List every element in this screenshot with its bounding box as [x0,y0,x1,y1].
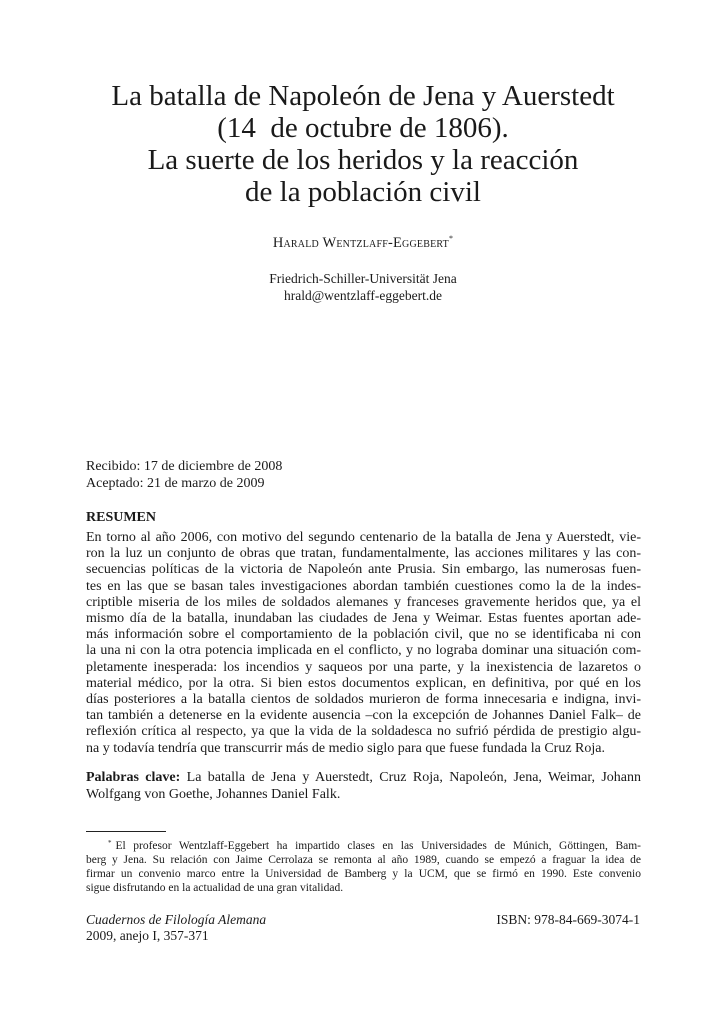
title-line: La suerte de los heridos y la reacción [147,144,579,176]
footnote-line: firmar un convenio marco entre la Universidad de Bamberg y la UCM, que se firmó en 1990. Este convenio [86,868,641,880]
accepted-date: Aceptado: 21 de marzo de 2009 [86,475,265,491]
journal-name: Cuadernos de Filología Alemana [86,912,267,927]
author-footnote-marker[interactable]: * [448,234,454,243]
abstract-line: mismo día de la batalla, inundaban las ciudades de Jena y Weimar. Estas fuentes aportan ade- [86,611,641,627]
footnote-line: sigue disfrutando en la actualidad de una gran vitalidad. [86,882,344,894]
author-line [0,234,726,252]
abstract-line: secuencias políticas de la victoria de Napoleón ante Prusia. Sin embargo, las numerosas fuen- [86,562,641,578]
keywords-block [86,770,641,803]
abstract-line: días posteriores a la batalla cientos de soldados murieron de forma innecesaria e indigna, invi- [86,692,641,708]
isbn: ISBN: 978-84-669-3074-1 [496,912,640,927]
abstract-line: tes en las que se basan tales investigaciones abordan también cuestiones como la de la indes- [86,578,641,594]
abstract-body [86,530,641,757]
article-title [60,80,666,208]
title-line: (14 de octubre de 1806). [217,112,509,144]
footnote [86,836,641,895]
received-date: Recibido: 17 de diciembre de 2008 [86,459,283,474]
abstract-line: reflexión crítica al respecto, ya que la vida de la soldadesca no sufrió pérdida de prestigio algu- [86,724,641,740]
footnote-marker: * [108,839,112,847]
submission-dates [86,459,282,492]
title-line: La batalla de Napoleón de Jena y Auerstedt [111,80,615,112]
keywords-text: La batalla de Jena y Auerstedt, Cruz Roja, Napoleón, Jena, Weimar, Johann [180,770,642,785]
abstract-line: na y todavía tendría que transcurrir más de medio siglo para que fuese fundada la Cruz Roja. [86,740,605,756]
keywords-line [86,770,641,787]
keywords-label: Palabras clave: [86,770,181,785]
title-line: de la población civil [245,176,481,208]
abstract-line: más información sobre el comportamiento de la población civil, que no se identificaba ni con [86,627,641,643]
abstract-line: tan también a detenerse en la evidente ausencia –con la excepción de Johannes Daniel Falk– de [86,708,641,724]
footnote-divider [86,831,166,832]
footnote-line [86,836,641,853]
abstract-line: material médico, por la otra. Si bien estos documentos explican, en definitiva, por qué en los [86,675,641,691]
abstract-line: pletamente inesperada: los incendios y saqueos por una parte, y la inexistencia de lazaretos o [86,659,641,675]
author-name: Harald Wentzlaff-Eggebert [272,235,449,251]
author-email[interactable]: hrald@wentzlaff-eggebert.de [284,288,442,303]
author-affiliation-block [0,270,726,304]
abstract-line: En torno al año 2006, con motivo del segundo centenario de la batalla de Jena y Auerstedt, vie- [86,530,641,545]
keywords-line: Wolfgang von Goethe, Johannes Daniel Falk. [86,786,341,802]
abstract-line: ron la luz un conjunto de obras que tratan, fundamentalmente, las acciones militares y las con- [86,546,641,562]
abstract-heading: RESUMEN [86,510,157,525]
footnote-text: El profesor Wentzlaff-Eggebert ha impartido clases en las Universidades de Múnich, Göttingen, Bam- [115,840,641,852]
affiliation: Friedrich-Schiller-Universität Jena [269,271,457,286]
footnote-line: berg y Jena. Su relación con Jaime Cerrolaza se remonta al año 1989, cuando se empezó a fraguar la idea de [86,854,641,866]
abstract-line: criptible miseria de los miles de soldados alemanes y franceses gravemente heridos que, ya el [86,594,641,610]
journal-issue: 2009, anejo I, 357-371 [86,928,209,943]
abstract-line: la una ni con la otra potencia implicada en el conflicto, y no lograba dominar una situación com- [86,643,641,659]
journal-info [86,912,266,944]
